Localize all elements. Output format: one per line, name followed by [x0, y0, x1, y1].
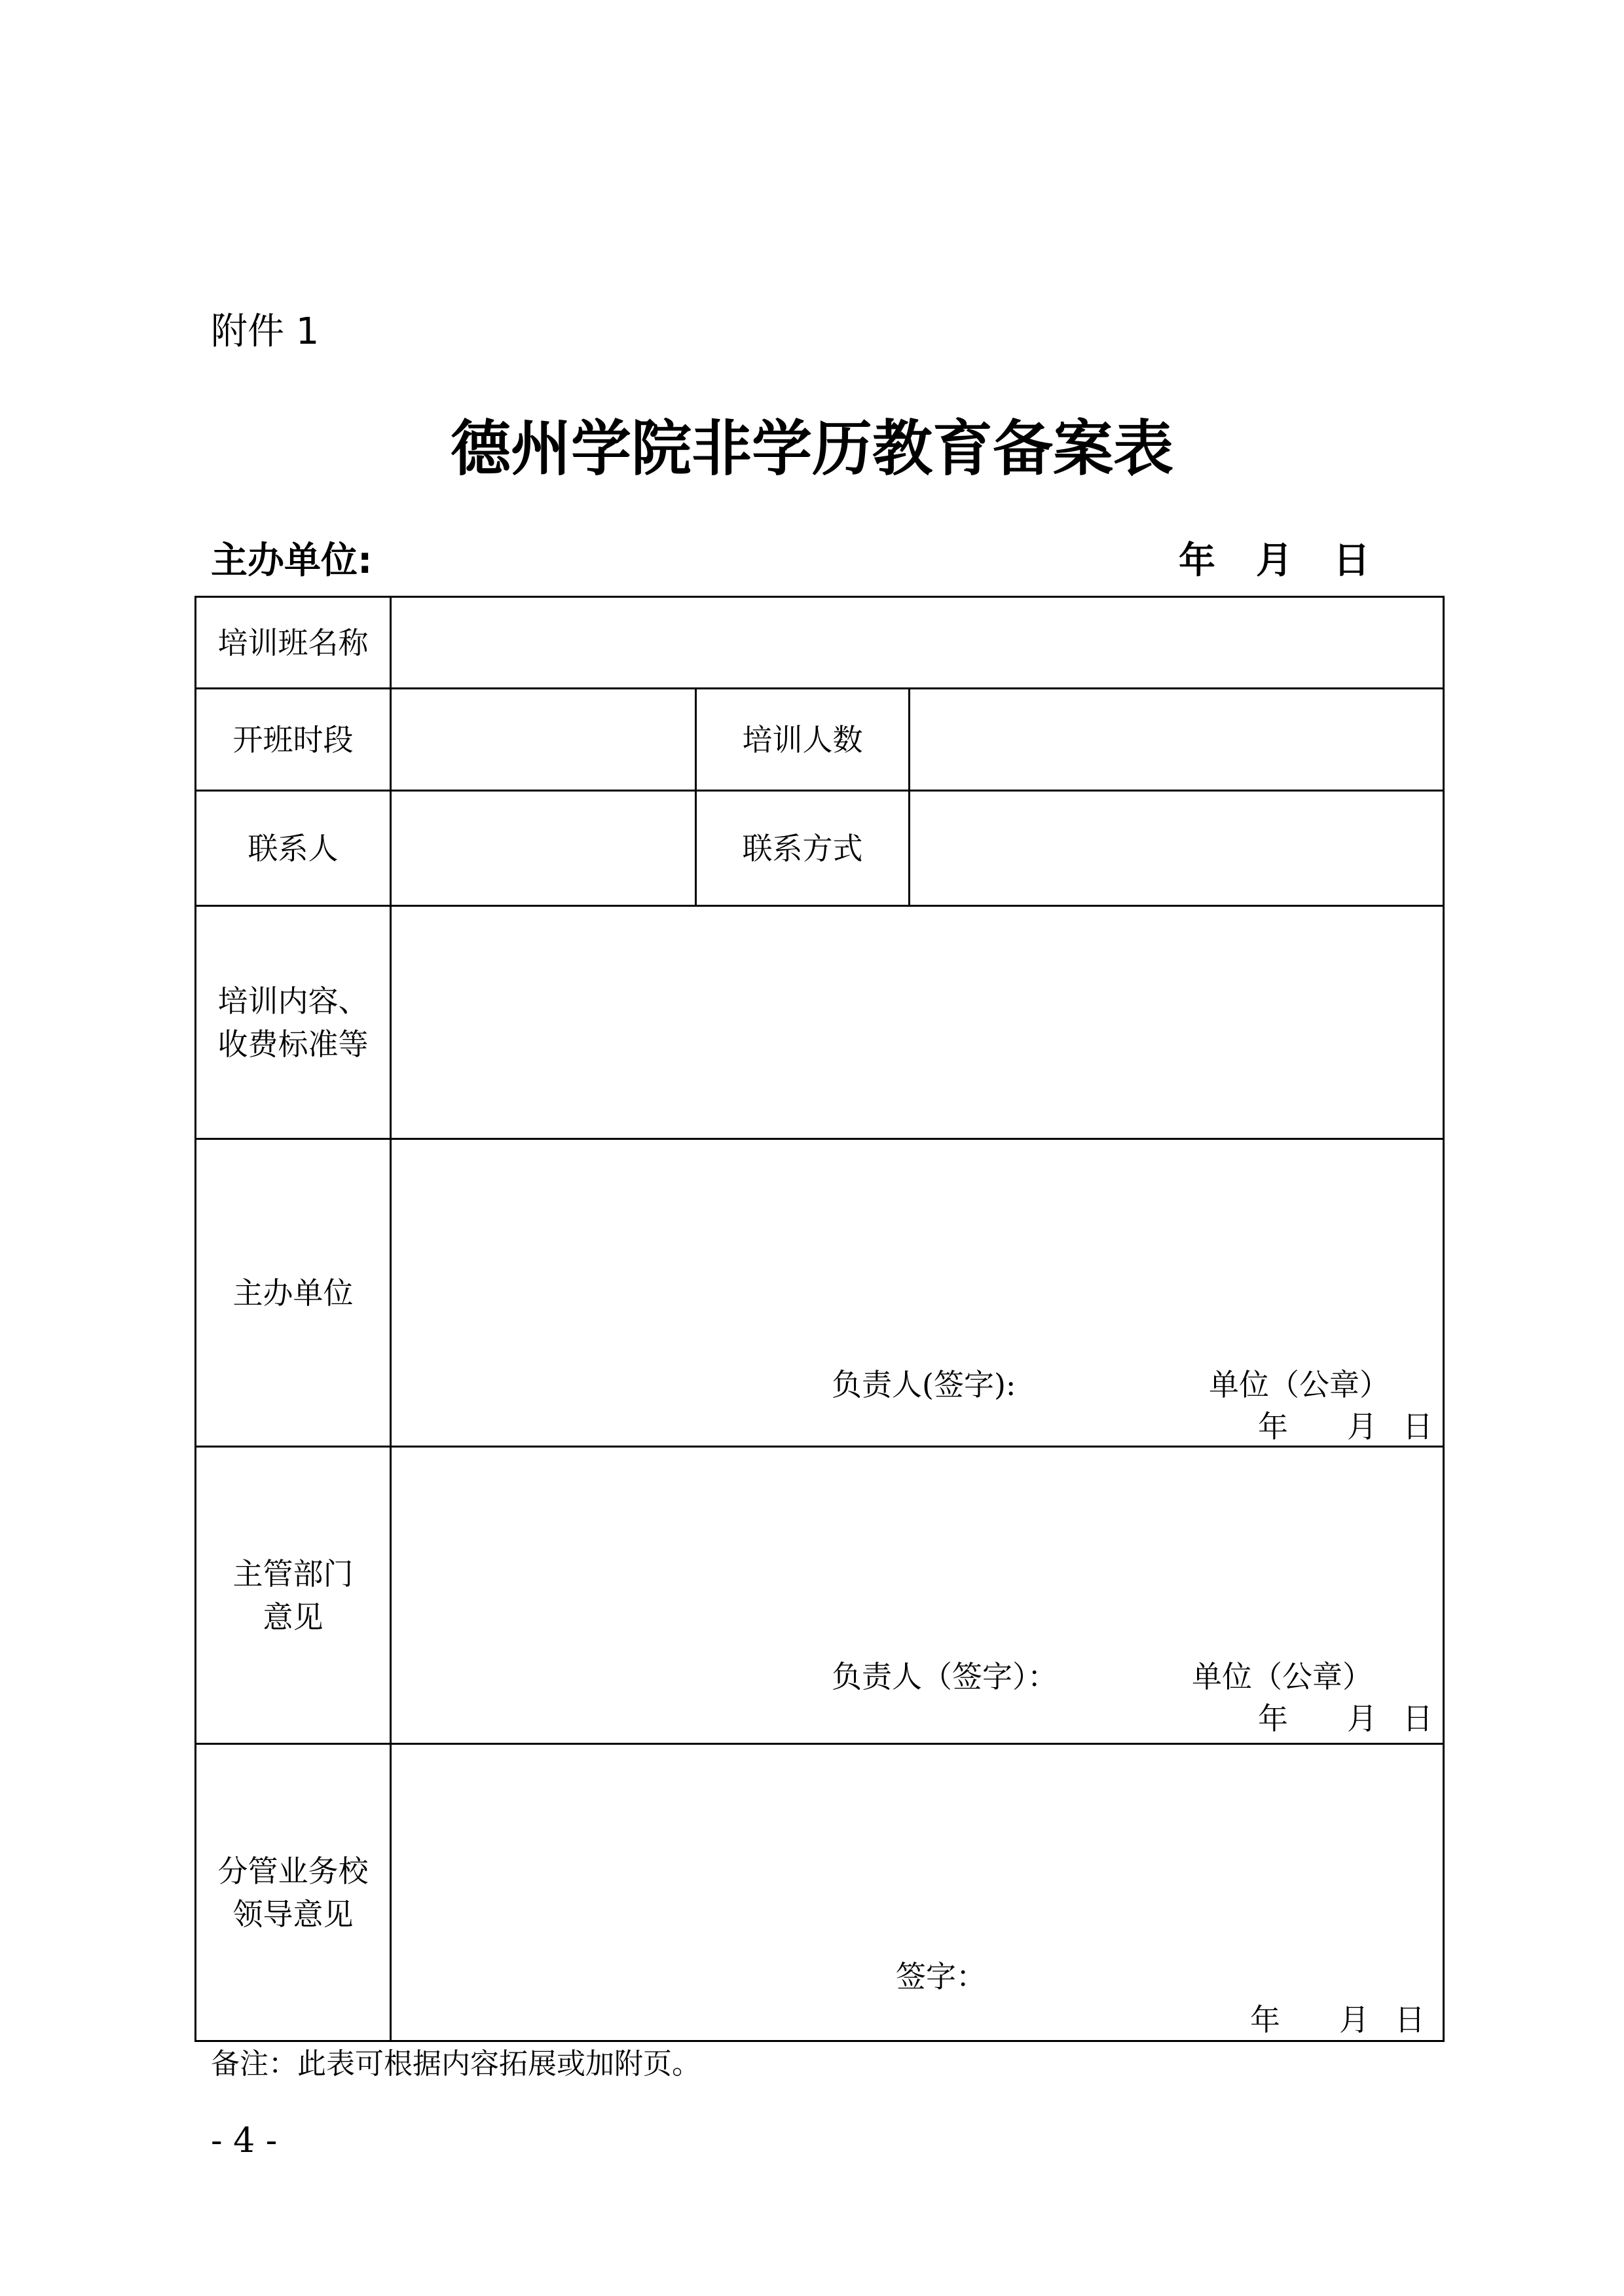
- dept-date: [1225, 1699, 1433, 1738]
- dept-opinion-label: [196, 1447, 391, 1744]
- row-class-name: [196, 597, 1444, 689]
- content-label: [196, 906, 391, 1139]
- leader-opinion-field[interactable]: [391, 1744, 1444, 2041]
- leader-label-line1: 分管业务校: [217, 1853, 369, 1889]
- organizer-label: 主办单位:: [211, 539, 373, 582]
- dept-year: 年: [1258, 1701, 1288, 1736]
- contact-method-label: 联系方式: [696, 791, 910, 906]
- period-field[interactable]: [391, 689, 696, 791]
- organizer-year: 年: [1258, 1409, 1288, 1444]
- remark-note: 备注：此表可根据内容拓展或加附页。: [211, 2047, 701, 2081]
- row-contact: [196, 791, 1444, 906]
- row-leader: [196, 1744, 1444, 2041]
- organizer-date: [1225, 1407, 1433, 1446]
- leader-signer-label: 签字：: [896, 1959, 986, 1994]
- leader-year: 年: [1250, 2002, 1280, 2037]
- dept-label-line2: 意见: [263, 1599, 323, 1635]
- organizer-month: 月: [1347, 1409, 1377, 1444]
- form-title: 德州学院非学历教育备案表: [450, 413, 1173, 484]
- class-name-field[interactable]: [391, 597, 1444, 689]
- organizer-opinion-field[interactable]: [391, 1139, 1444, 1447]
- leader-date: [1217, 2000, 1425, 2039]
- class-name-label: 培训班名称: [196, 597, 391, 689]
- dept-label-line1: 主管部门: [232, 1556, 354, 1592]
- header-year: 年: [1179, 539, 1215, 582]
- trainee-count-label: 培训人数: [696, 689, 910, 791]
- trainee-count-field[interactable]: [910, 689, 1444, 791]
- contact-field[interactable]: [391, 791, 696, 906]
- organizer-seal-label: 单位（公章）: [1209, 1367, 1390, 1402]
- leader-day: 日: [1395, 2002, 1425, 2037]
- leader-month: 月: [1339, 2002, 1369, 2037]
- filing-form-table: [194, 596, 1445, 2042]
- leader-label-line2: 领导意见: [232, 1896, 354, 1932]
- row-content: [196, 906, 1444, 1139]
- content-label-line2: 收费标准等: [217, 1026, 369, 1062]
- dept-signer-label: 负责人（签字）：: [832, 1659, 1058, 1694]
- period-label: 开班时段: [196, 689, 391, 791]
- row-period: [196, 689, 1444, 791]
- header-month: 月: [1256, 539, 1293, 582]
- dept-month: 月: [1347, 1701, 1377, 1736]
- header-day: 日: [1333, 539, 1370, 582]
- page-number: - 4 -: [211, 2121, 278, 2160]
- dept-seal-label: 单位（公章）: [1192, 1659, 1373, 1694]
- row-organizer: [196, 1139, 1444, 1447]
- attachment-label: 附件 1: [211, 310, 320, 353]
- row-dept: [196, 1447, 1444, 1744]
- organizer-row-label: 主办单位: [196, 1139, 391, 1447]
- contact-method-field[interactable]: [910, 791, 1444, 906]
- content-field[interactable]: [391, 906, 1444, 1139]
- contact-label: 联系人: [196, 791, 391, 906]
- organizer-signer-label: 负责人(签字):: [832, 1367, 1016, 1402]
- content-label-line1: 培训内容、: [217, 983, 369, 1019]
- dept-day: 日: [1403, 1701, 1433, 1736]
- organizer-day: 日: [1403, 1409, 1433, 1444]
- leader-opinion-label: [196, 1744, 391, 2041]
- dept-opinion-field[interactable]: [391, 1447, 1444, 1744]
